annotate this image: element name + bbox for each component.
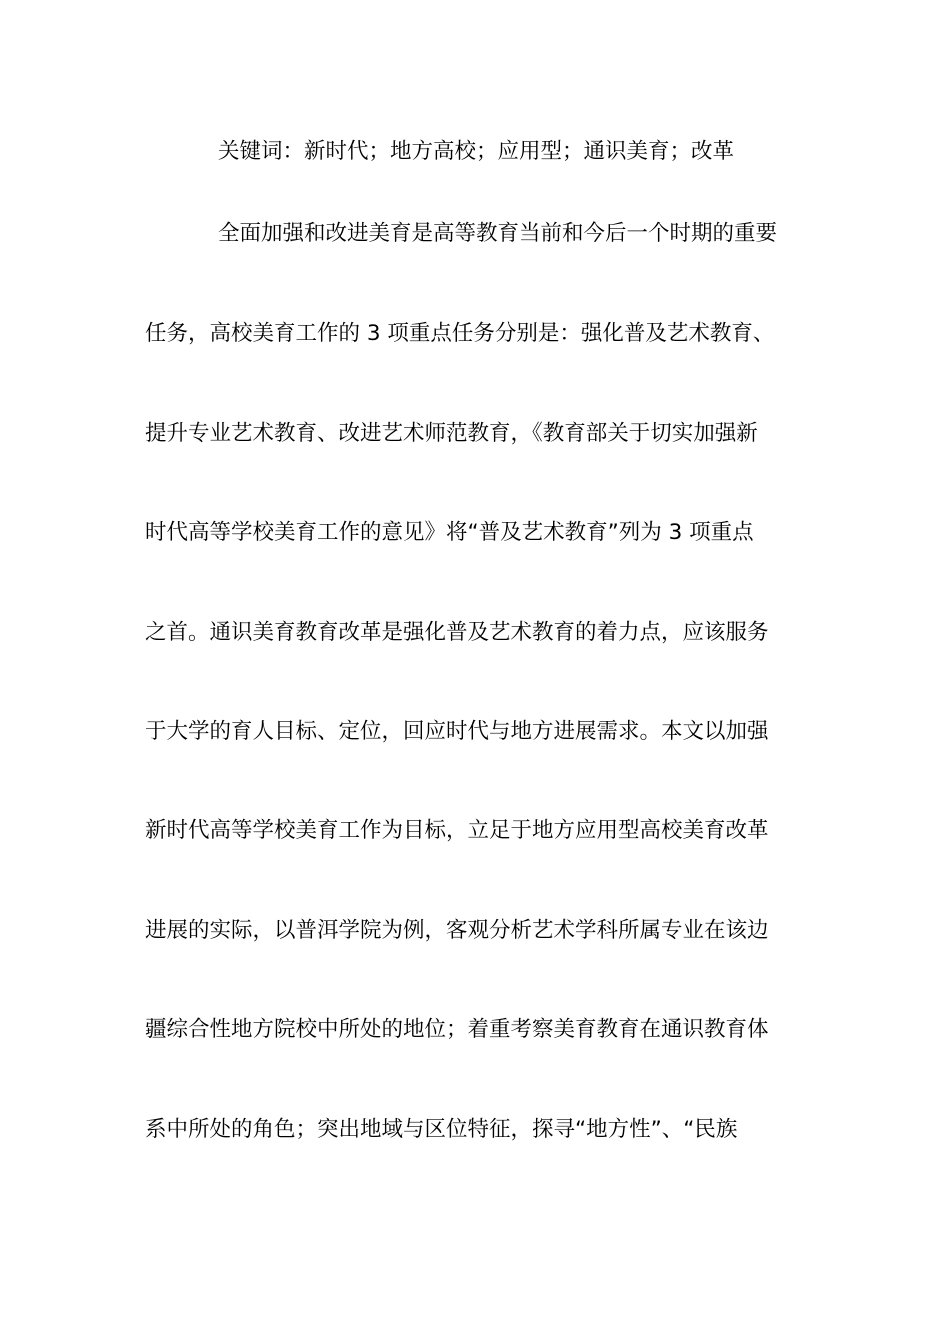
body-line-8: 进展的实际，以普洱学院为例，客观分析艺术学科所属专业在该边	[145, 918, 769, 943]
body-line-7: 新时代高等学校美育工作为目标，立足于地方应用型高校美育改革	[145, 818, 769, 843]
body-line-3: 提升专业艺术教育、改进艺术师范教育，《教育部关于切实加强新	[145, 421, 758, 446]
body-line-10: 系中所处的角色；突出地域与区位特征，探寻“地方性”、“民族	[145, 1117, 738, 1142]
body-line-6: 于大学的育人目标、定位，回应时代与地方进展需求。本文以加强	[145, 719, 769, 744]
body-line-5: 之首。通识美育教育改革是强化普及艺术教育的着力点，应该服务	[145, 620, 769, 645]
body-line-1: 全面加强和改进美育是高等教育当前和今后一个时期的重要	[218, 221, 778, 246]
body-line-4: 时代高等学校美育工作的意见》将“普及艺术教育”列为 3 项重点	[145, 520, 754, 545]
body-line-9: 疆综合性地方院校中所处的地位；着重考察美育教育在通识教育体	[145, 1017, 769, 1042]
keywords-line: 关键词：新时代；地方高校；应用型；通识美育；改革	[218, 139, 735, 164]
body-line-2: 任务，高校美育工作的 3 项重点任务分别是：强化普及艺术教育、	[145, 321, 775, 346]
